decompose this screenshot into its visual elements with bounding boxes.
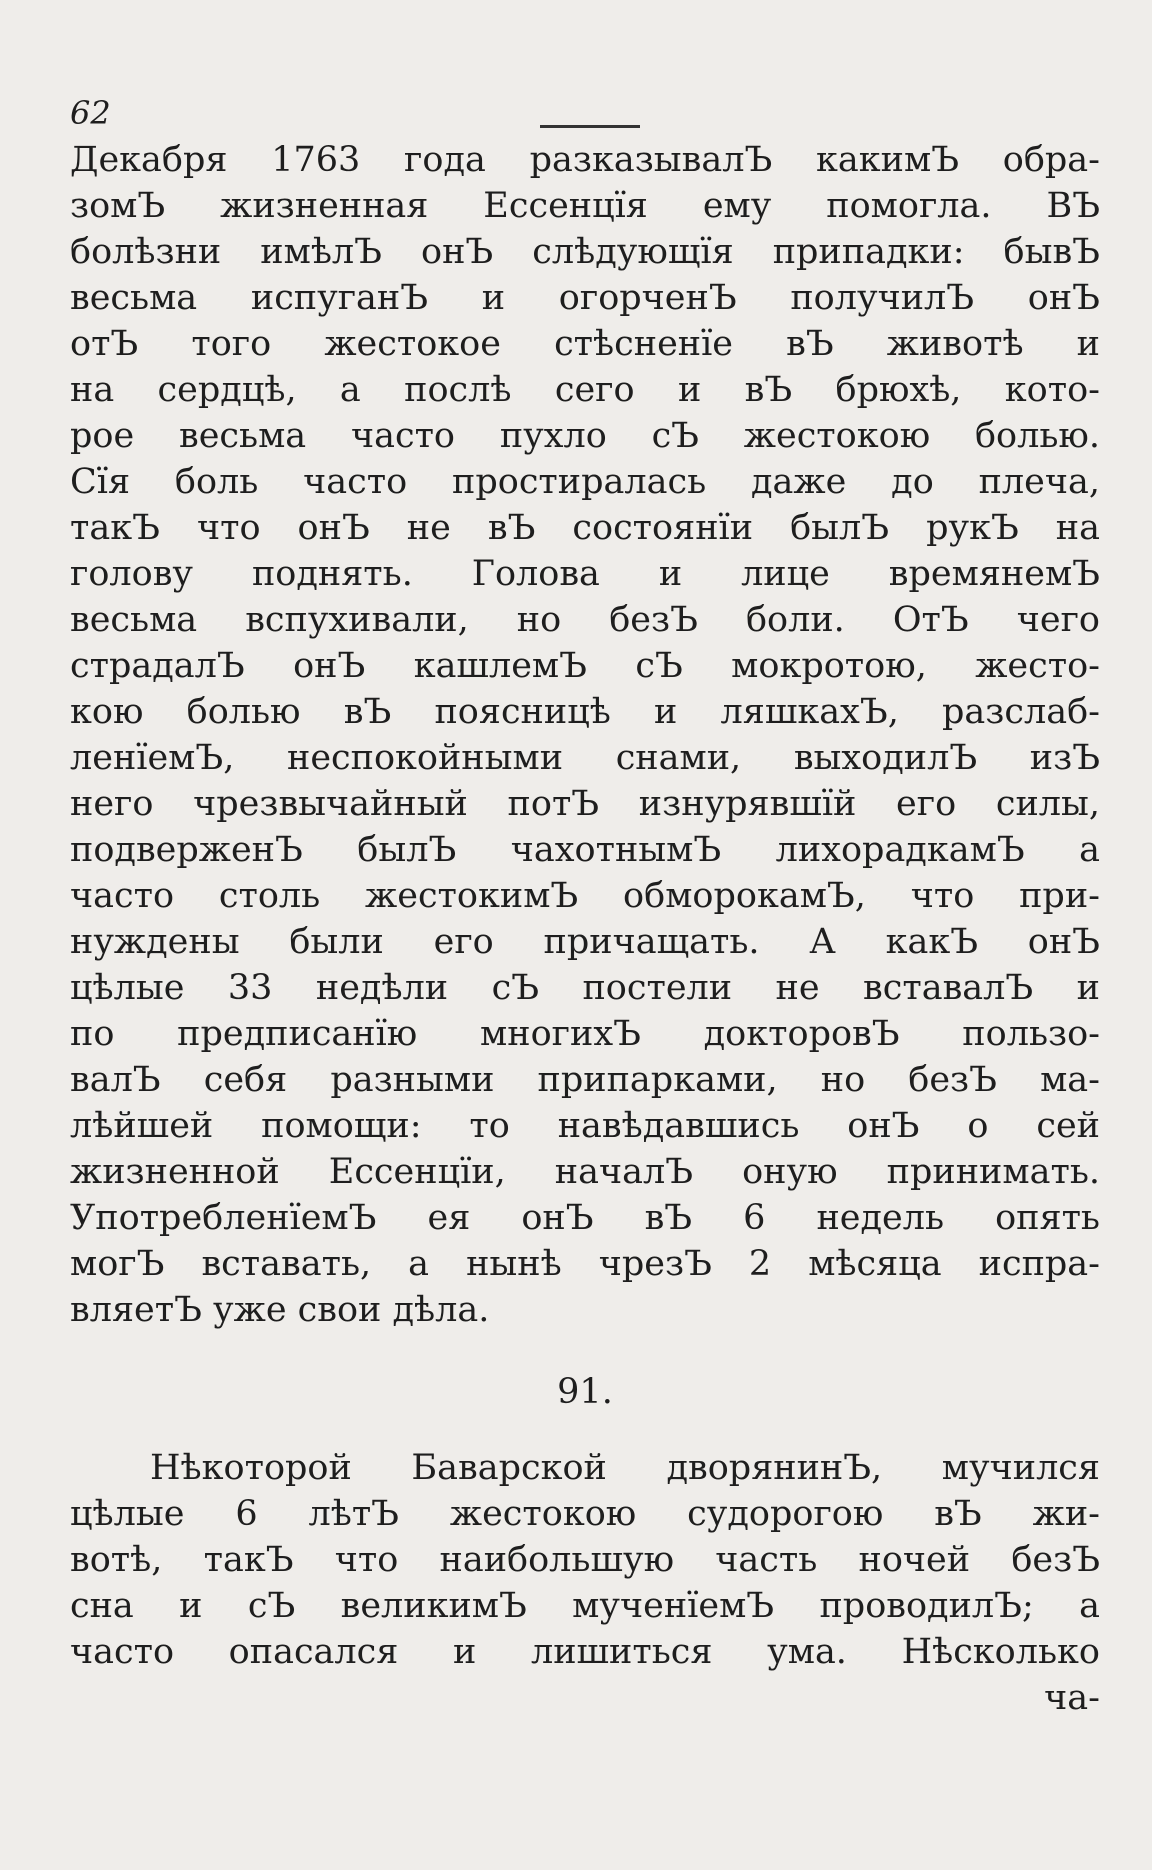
text-line: Декабря 1763 года разказывалЪ какимЪ обра- [70,140,1100,180]
text-line: такЪ что онЪ не вЪ состоянїи былЪ рукЪ на [70,508,1100,548]
text-line: УпотребленїемЪ ея онЪ вЪ 6 недель опять [70,1198,1100,1238]
page-number: 62 [70,94,111,132]
text-line: сна и сЪ великимЪ мученїемЪ проводилЪ; а [70,1586,1100,1626]
header-rule [540,125,640,128]
text-line: Сїя боль часто простиралась даже до плеча, [70,462,1100,502]
text-line: весьма вспухивали, но безЪ боли. ОтЪ чего [70,600,1100,640]
text-line: цѣлые 6 лѣтЪ жестокою судорогою вЪ жи- [70,1494,1100,1534]
page-header [70,85,1100,137]
paragraph-2 [70,1445,1100,1675]
text-line: голову поднять. Голова и лице времянемЪ [70,554,1100,594]
text-line: могЪ вставать, а нынѣ чрезЪ 2 мѣсяца испра- [70,1244,1100,1284]
text-line: кою болью вЪ поясницѣ и ляшкахЪ, разслаб- [70,692,1100,732]
text-line: весьма испуганЪ и огорченЪ получилЪ онЪ [70,278,1100,318]
text-line: цѣлые 33 недѣли сЪ постели не вставалЪ и [70,968,1100,1008]
text-line: на сердцѣ, а послѣ сего и вЪ брюхѣ, кото- [70,370,1100,410]
text-block [70,85,1100,1721]
catchword: ча- [1044,1678,1100,1718]
text-line: болѣзни имѣлЪ онЪ слѣдующїя припадки: бывЪ [70,232,1100,272]
text-line: часто столь жестокимЪ обморокамЪ, что при- [70,876,1100,916]
text-line: часто опасался и лишиться ума. Нѣсколько [70,1632,1100,1672]
text-line: Нѣкоторой Баварской дворянинЪ, мучился [150,1448,1100,1488]
text-line: отЪ того жестокое стѣсненїе вЪ животѣ и [70,324,1100,364]
text-line: рое весьма часто пухло сЪ жестокою болью. [70,416,1100,456]
paragraph-1 [70,137,1100,1333]
text-line: подверженЪ былЪ чахотнымЪ лихорадкамЪ а [70,830,1100,870]
text-line: вотѣ, такЪ что наибольшую часть ночей безЪ [70,1540,1100,1580]
text-line: нуждены были его причащать. А какЪ онЪ [70,922,1100,962]
text-line: ленїемЪ, неспокойными снами, выходилЪ изЪ [70,738,1100,778]
text-line: вляетЪ уже свои дѣла. [70,1290,490,1330]
text-line: валЪ себя разными припарками, но безЪ ма- [70,1060,1100,1100]
section-number: 91. [557,1372,613,1412]
text-line: страдалЪ онЪ кашлемЪ сЪ мокротою, жесто- [70,646,1100,686]
text-line: по предписанїю многихЪ докторовЪ пользо- [70,1014,1100,1054]
text-line: зомЪ жизненная Ессенцїя ему помогла. ВЪ [70,186,1100,226]
text-line: лѣйшей помощи: то навѣдавшись онЪ о сей [70,1106,1100,1146]
text-line: жизненной Ессенцїи, началЪ оную принимать. [70,1152,1100,1192]
text-line: него чрезвычайный потЪ изнурявшїй его силы, [70,784,1100,824]
